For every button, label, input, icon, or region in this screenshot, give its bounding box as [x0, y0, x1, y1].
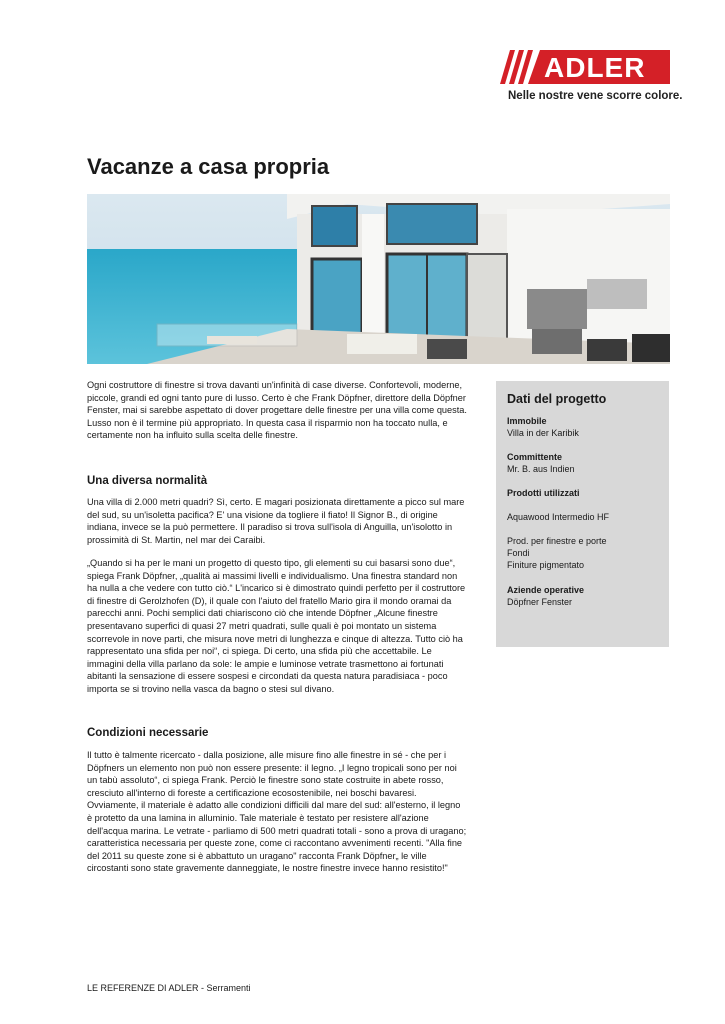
page-footer: LE REFERENZE DI ADLER - Serramenti	[87, 983, 251, 993]
prod-line-3: Finiture pigmentato	[507, 560, 585, 570]
project-data-heading: Dati del progetto	[507, 392, 607, 406]
section2-paragraph-1: Il tutto è talmente ricercato - dalla posizione, alle misure fino alle finestre in sé - che per i Döpfners un elemento non può non essere presente: il legno. „I legno tropicali sono per noi un tabù assoluto“, ci spiega Frank. Perciò le finestre sono state costruite in abete rosso, cresciuto all'interno di foreste a certificazione ecosostenibile, nei boschi bavaresi. Ovviamente, il materiale è adatto alle condizioni difficili dal mare del sud: all'esterno, il legno è protetto da una lamina in alluminio. Tale materiale è testato per resistere all'azione dell'acqua marina. Le vetrate - parliamo di 500 metri quadrati totali - sono a prova di uragano; caratteristica necessaria per queste zone, come ci raccontano avvenimenti recenti. "Alla fine del 2011 su queste zone si è abbattuto un uragano" racconta Frank Döpfner„ le ville circostanti sono state gravemente danneggiate, le nostre finestre invece hanno resistito!"	[87, 750, 467, 874]
logo-tagline: Nelle nostre vene scorre colore.	[508, 90, 683, 102]
aziende-value: Döpfner Fenster	[507, 597, 573, 607]
section1-paragraph-1: Una villa di 2.000 metri quadri? Sì, certo. E magari posizionata direttamente a picco sul mare del sud, su un'isoletta pacifica? E' una visione da togliere il fiato! Il Signor B., di origine indiana, invece se la può permettere. Il paradiso si trova sull'isola di Anguilla, un'isolotto in prossimità di St. Martin, nel mar dei Caraibi.	[87, 497, 465, 545]
villa-photo-illustration	[87, 194, 670, 364]
project-data-box	[496, 381, 669, 647]
villa-photo	[87, 194, 670, 364]
immobile-label: Immobile	[507, 416, 547, 426]
intro-text: Ogni costruttore di finestre si trova davanti un'infinità di case diverse. Confortevoli, moderne, piccole, grandi ed ogni tanto pure di lusso. Certo è che Frank Döpfner, direttore della Döpfner Fenster, mai si sarebbe aspettato di dover progettare delle finestre per una villa come questa. Lusso non è il termine più appropriato. In questa casa il risparmio non ha toccato nulla, e certamente non ha influito sulla scelta delle finestre.	[87, 380, 467, 441]
section2-body	[87, 749, 467, 875]
prodotti-value: Aquawood Intermedio HF	[507, 512, 610, 522]
logo-wordmark: ADLER	[544, 52, 646, 83]
section1-body-2	[87, 557, 467, 696]
prod-line-2: Fondi	[507, 548, 530, 558]
section1-paragraph-2: „Quando si ha per le mani un progetto di questo tipo, gli elementi su cui basarsi sono due“, spiega Frank Döpfner, „qualità ai massimi livelli e individualismo. Una finestra standard non ha nulla a che vedere con tutto ciò.“ L'incarico si è dimostrato quindi perfetto per il costruttore di finestre di Gerolzhofen (D), il quale con l'aiuto del fratello Mario gira il mondo oramai da parecchi anni. Pochi semplici dati chiariscono ciò che intende Döpfner „Alcune finestre presentavano superfici di quasi 27 metri quadrati, sulle quali è poi montato un sistema scorrevole in nove parti, che misura nove metri di lunghezza e cinque di altezza. Tutto ciò ha rappresentato una sfida per noi“, ci spiega. Di certo, una sfida più che accettabile. Le immagini della villa parlano da sole: le ampie e luminose vetrate trasmettono ai fortunati abitanti la sensazione di essere sospesi e circondati da questa natura paradisiaca - poco importa se si trovino nella vasca da bagno o stesi sul divano.	[87, 558, 466, 694]
section-heading-condizioni: Condizioni necessarie	[87, 727, 209, 739]
prodotti-label: Prodotti utilizzati	[507, 488, 580, 498]
intro-paragraph	[87, 379, 467, 442]
page-title: Vacanze a casa propria	[87, 154, 330, 179]
immobile-value: Villa in der Karibik	[507, 428, 579, 438]
section-heading-normalita: Una diversa normalità	[87, 475, 208, 487]
adler-logo	[500, 50, 683, 108]
section1-body	[87, 496, 467, 546]
committente-label: Committente	[507, 452, 563, 462]
prod-line-1: Prod. per finestre e porte	[507, 536, 607, 546]
aziende-label: Aziende operative	[507, 585, 585, 595]
committente-value: Mr. B. aus Indien	[507, 464, 575, 474]
